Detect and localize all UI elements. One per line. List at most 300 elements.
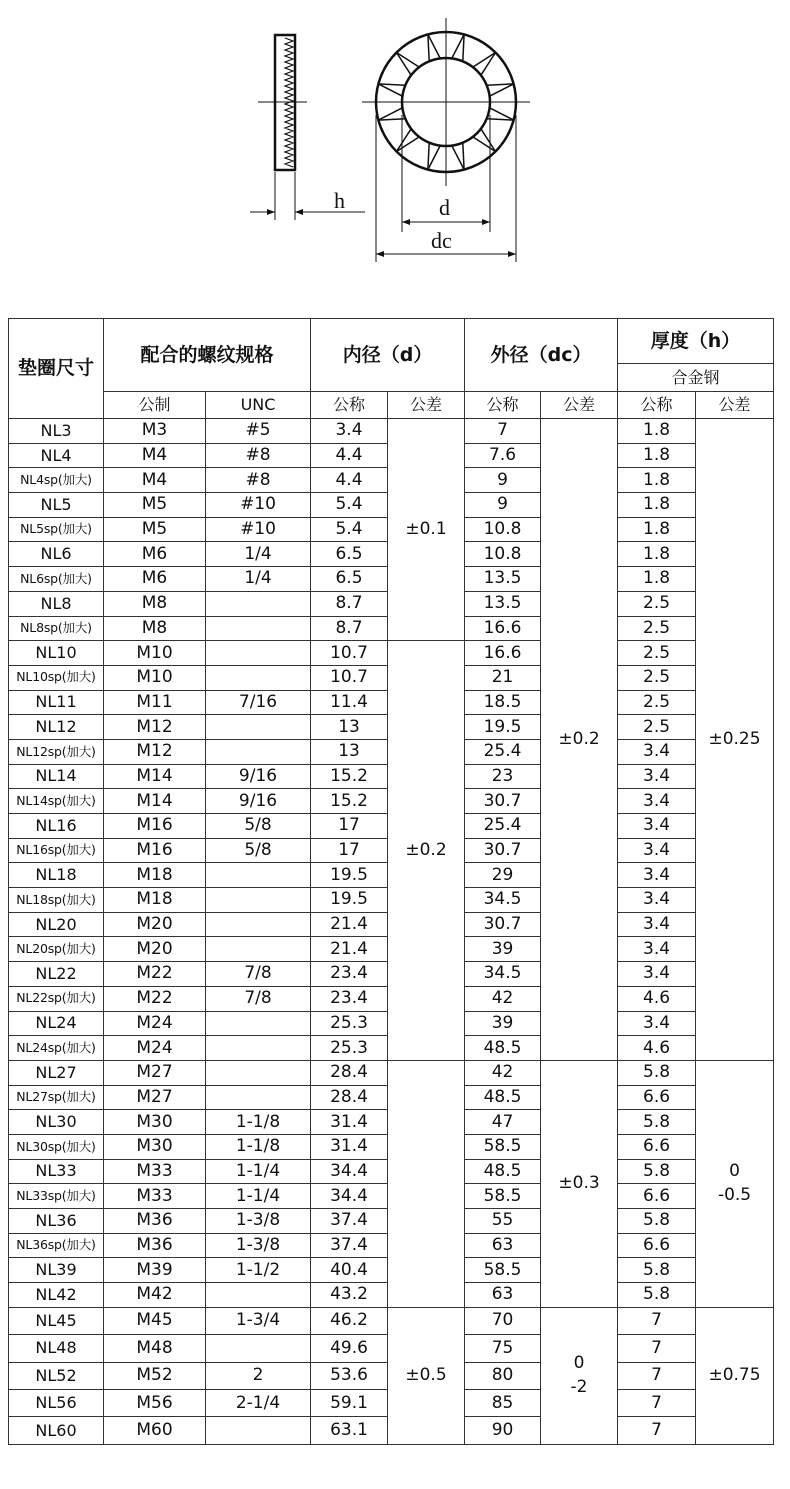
cell-size: NL4sp(加大): [9, 468, 104, 493]
cell-metric-thread: M27: [104, 1085, 206, 1110]
cell-unc-thread: [206, 1283, 311, 1308]
serration-tooth-edge: [487, 84, 514, 85]
cell-h-nominal: 3.4: [618, 789, 696, 814]
serration-tooth-edge: [452, 34, 464, 58]
washer-diagram: [0, 0, 790, 300]
cell-metric-thread: M4: [104, 468, 206, 493]
dim-h-label: h: [334, 188, 345, 213]
cell-d-nominal: 19.5: [311, 888, 388, 913]
cell-dc-nominal: 48.5: [465, 1159, 541, 1184]
cell-unc-thread: 1-1/2: [206, 1258, 311, 1283]
cell-unc-thread: 9/16: [206, 764, 311, 789]
cell-d-nominal: 10.7: [311, 665, 388, 690]
cell-metric-thread: M12: [104, 739, 206, 764]
cell-size: NL6sp(加大): [9, 567, 104, 592]
header-metric: 公制: [104, 392, 206, 419]
cell-d-nominal: 5.4: [311, 493, 388, 518]
cell-h-tolerance: [696, 419, 774, 1061]
cell-metric-thread: M12: [104, 715, 206, 740]
cell-dc-nominal: 42: [465, 986, 541, 1011]
header-h-tolerance: 公差: [696, 392, 774, 419]
cell-d-nominal: 21.4: [311, 912, 388, 937]
cell-unc-thread: 1-1/8: [206, 1134, 311, 1159]
cell-dc-nominal: 10.8: [465, 542, 541, 567]
header-thickness: 厚度（h）: [618, 319, 774, 364]
cell-size: NL11: [9, 690, 104, 715]
serration-tooth-edge: [473, 53, 496, 68]
cell-h-tolerance-line: -0.5: [717, 1184, 752, 1205]
cell-metric-thread: M16: [104, 838, 206, 863]
cell-dc-nominal: 19.5: [465, 715, 541, 740]
cell-dc-nominal: 7.6: [465, 443, 541, 468]
cell-metric-thread: M6: [104, 542, 206, 567]
cell-unc-thread: 9/16: [206, 789, 311, 814]
cell-d-nominal: 17: [311, 814, 388, 839]
cell-dc-tolerance: [541, 1060, 618, 1307]
cell-metric-thread: M30: [104, 1110, 206, 1135]
cell-size: NL33: [9, 1159, 104, 1184]
cell-metric-thread: M24: [104, 1036, 206, 1061]
cell-h-nominal: 1.8: [618, 419, 696, 444]
cell-metric-thread: M30: [104, 1134, 206, 1159]
serration-tooth-edge: [463, 34, 464, 61]
cell-unc-thread: #8: [206, 443, 311, 468]
header-dc-nominal: 公称: [465, 392, 541, 419]
cell-size: NL20sp(加大): [9, 937, 104, 962]
table-row: [9, 419, 774, 444]
cell-d-nominal: 19.5: [311, 863, 388, 888]
cell-d-nominal: 5.4: [311, 517, 388, 542]
cell-d-nominal: 6.5: [311, 542, 388, 567]
serration-tooth-edge: [473, 137, 496, 152]
cell-d-nominal: 4.4: [311, 443, 388, 468]
cell-d-nominal: 53.6: [311, 1362, 388, 1389]
serration-tooth-edge: [378, 108, 402, 120]
header-unc: UNC: [206, 392, 311, 419]
cell-dc-nominal: 75: [465, 1335, 541, 1362]
cell-dc-nominal: 16.6: [465, 641, 541, 666]
cell-unc-thread: [206, 1085, 311, 1110]
cell-h-nominal: 4.6: [618, 1036, 696, 1061]
cell-size: NL20: [9, 912, 104, 937]
cell-size: NL22: [9, 962, 104, 987]
cell-h-nominal: 3.4: [618, 838, 696, 863]
cell-metric-thread: M27: [104, 1060, 206, 1085]
cell-size: NL8: [9, 591, 104, 616]
cell-d-tolerance: [388, 1307, 465, 1444]
cell-unc-thread: [206, 1335, 311, 1362]
cell-metric-thread: M8: [104, 616, 206, 641]
cell-d-nominal: 63.1: [311, 1417, 388, 1444]
header-size: 垫圈尺寸: [9, 319, 104, 419]
dim-d-label: d: [439, 195, 450, 220]
cell-unc-thread: 7/8: [206, 962, 311, 987]
cell-h-nominal: 5.8: [618, 1209, 696, 1234]
cell-dc-nominal: 48.5: [465, 1036, 541, 1061]
cell-size: NL16: [9, 814, 104, 839]
cell-d-nominal: 17: [311, 838, 388, 863]
cell-h-nominal: 7: [618, 1389, 696, 1416]
cell-size: NL5sp(加大): [9, 517, 104, 542]
header-h-nominal: 公称: [618, 392, 696, 419]
cell-d-tolerance: [388, 1060, 465, 1307]
header-outer-diameter: 外径（dc）: [465, 319, 618, 392]
cell-size: NL33sp(加大): [9, 1184, 104, 1209]
cell-unc-thread: [206, 715, 311, 740]
cell-d-nominal: 59.1: [311, 1389, 388, 1416]
washer-spec-table: [8, 318, 774, 1445]
cell-size: NL5: [9, 493, 104, 518]
cell-size: NL16sp(加大): [9, 838, 104, 863]
cell-h-nominal: 3.4: [618, 814, 696, 839]
cell-d-nominal: 37.4: [311, 1209, 388, 1234]
cell-dc-tolerance: [541, 419, 618, 1061]
cell-unc-thread: #10: [206, 493, 311, 518]
cell-unc-thread: [206, 937, 311, 962]
cell-d-nominal: 15.2: [311, 764, 388, 789]
cell-metric-thread: M52: [104, 1362, 206, 1389]
cell-d-nominal: 8.7: [311, 616, 388, 641]
cell-dc-nominal: 47: [465, 1110, 541, 1135]
header-thread: 配合的螺纹规格: [104, 319, 311, 392]
cell-h-nominal: 3.4: [618, 764, 696, 789]
cell-size: NL12: [9, 715, 104, 740]
cell-metric-thread: M18: [104, 863, 206, 888]
cell-metric-thread: M14: [104, 764, 206, 789]
cell-unc-thread: 1-3/8: [206, 1233, 311, 1258]
cell-size: NL10sp(加大): [9, 665, 104, 690]
cell-metric-thread: M22: [104, 962, 206, 987]
cell-metric-thread: M56: [104, 1389, 206, 1416]
cell-size: NL24: [9, 1011, 104, 1036]
cell-h-nominal: 4.6: [618, 986, 696, 1011]
cell-d-nominal: 6.5: [311, 567, 388, 592]
cell-d-tolerance-line: ±0.5: [405, 1364, 447, 1385]
cell-dc-nominal: 48.5: [465, 1085, 541, 1110]
cell-h-nominal: 2.5: [618, 641, 696, 666]
cell-metric-thread: M36: [104, 1233, 206, 1258]
cell-size: NL48: [9, 1335, 104, 1362]
cell-metric-thread: M33: [104, 1159, 206, 1184]
cell-h-tolerance-line: 0: [729, 1161, 740, 1182]
cell-unc-thread: 1/4: [206, 567, 311, 592]
cell-unc-thread: [206, 1417, 311, 1444]
serration-tooth-edge: [481, 53, 496, 76]
cell-h-nominal: 1.8: [618, 468, 696, 493]
cell-dc-nominal: 9: [465, 493, 541, 518]
cell-h-nominal: 3.4: [618, 937, 696, 962]
cell-unc-thread: 2-1/4: [206, 1389, 311, 1416]
cell-dc-nominal: 90: [465, 1417, 541, 1444]
cell-metric-thread: M33: [104, 1184, 206, 1209]
cell-d-nominal: 31.4: [311, 1134, 388, 1159]
cell-h-nominal: 6.6: [618, 1233, 696, 1258]
cell-h-nominal: 7: [618, 1335, 696, 1362]
cell-size: NL6: [9, 542, 104, 567]
cell-d-nominal: 13: [311, 715, 388, 740]
cell-size: NL14sp(加大): [9, 789, 104, 814]
cell-size: NL39: [9, 1258, 104, 1283]
cell-h-tolerance-line: ±0.25: [708, 728, 761, 749]
cell-d-nominal: 11.4: [311, 690, 388, 715]
cell-size: NL4: [9, 443, 104, 468]
cell-d-tolerance: [388, 419, 465, 641]
cell-dc-nominal: 34.5: [465, 962, 541, 987]
cell-size: NL10: [9, 641, 104, 666]
cell-metric-thread: M6: [104, 567, 206, 592]
cell-dc-nominal: 13.5: [465, 567, 541, 592]
cell-dc-nominal: 18.5: [465, 690, 541, 715]
cell-size: NL27: [9, 1060, 104, 1085]
cell-size: NL52: [9, 1362, 104, 1389]
serration-tooth-edge: [397, 129, 412, 152]
cell-h-nominal: 1.8: [618, 517, 696, 542]
serration-tooth-edge: [378, 84, 405, 85]
cell-h-nominal: 2.5: [618, 591, 696, 616]
cell-h-nominal: 7: [618, 1307, 696, 1334]
cell-dc-nominal: 21: [465, 665, 541, 690]
serration-tooth-edge: [487, 119, 514, 120]
cell-metric-thread: M4: [104, 443, 206, 468]
cell-d-nominal: 10.7: [311, 641, 388, 666]
cell-size: NL45: [9, 1307, 104, 1334]
cell-h-nominal: 7: [618, 1417, 696, 1444]
cell-h-nominal: 5.8: [618, 1258, 696, 1283]
cell-metric-thread: M14: [104, 789, 206, 814]
table-row: [9, 1060, 774, 1085]
cell-unc-thread: [206, 888, 311, 913]
cell-dc-nominal: 25.4: [465, 739, 541, 764]
cell-metric-thread: M5: [104, 493, 206, 518]
header-material: 合金钢: [618, 364, 774, 392]
serration-tooth-edge: [397, 53, 420, 68]
cell-size: NL42: [9, 1283, 104, 1308]
serration-tooth-edge: [452, 146, 464, 170]
cell-d-nominal: 23.4: [311, 986, 388, 1011]
header-d-nominal: 公称: [311, 392, 388, 419]
cell-metric-thread: M20: [104, 937, 206, 962]
cell-h-nominal: 3.4: [618, 962, 696, 987]
cell-size: NL36sp(加大): [9, 1233, 104, 1258]
cell-h-nominal: 6.6: [618, 1085, 696, 1110]
cell-unc-thread: [206, 616, 311, 641]
cell-dc-nominal: 25.4: [465, 814, 541, 839]
cell-d-nominal: 25.3: [311, 1036, 388, 1061]
cell-size: NL3: [9, 419, 104, 444]
serration-tooth-edge: [481, 129, 496, 152]
cell-d-nominal: 43.2: [311, 1283, 388, 1308]
cell-dc-nominal: 16.6: [465, 616, 541, 641]
cell-dc-nominal: 39: [465, 1011, 541, 1036]
cell-metric-thread: M24: [104, 1011, 206, 1036]
serration-tooth-edge: [490, 108, 514, 120]
cell-h-nominal: 5.8: [618, 1060, 696, 1085]
cell-dc-nominal: 55: [465, 1209, 541, 1234]
cell-d-nominal: 37.4: [311, 1233, 388, 1258]
front-view: [362, 18, 530, 262]
cell-dc-tolerance-line: 0: [573, 1352, 585, 1373]
cell-h-nominal: 7: [618, 1362, 696, 1389]
serration-tooth-edge: [397, 137, 420, 152]
cell-size: NL30: [9, 1110, 104, 1135]
cell-d-nominal: 34.4: [311, 1184, 388, 1209]
cell-dc-nominal: 58.5: [465, 1184, 541, 1209]
cell-dc-nominal: 85: [465, 1389, 541, 1416]
cell-h-nominal: 1.8: [618, 443, 696, 468]
cell-unc-thread: [206, 591, 311, 616]
cell-metric-thread: M36: [104, 1209, 206, 1234]
cell-metric-thread: M8: [104, 591, 206, 616]
cell-h-nominal: 6.6: [618, 1134, 696, 1159]
cell-unc-thread: [206, 912, 311, 937]
cell-dc-tolerance-line: ±0.2: [558, 728, 600, 749]
cell-d-nominal: 34.4: [311, 1159, 388, 1184]
cell-d-nominal: 3.4: [311, 419, 388, 444]
cell-metric-thread: M42: [104, 1283, 206, 1308]
serration-tooth-edge: [428, 143, 429, 170]
cell-metric-thread: M60: [104, 1417, 206, 1444]
cell-metric-thread: M16: [104, 814, 206, 839]
cell-d-nominal: 40.4: [311, 1258, 388, 1283]
cell-h-nominal: 3.4: [618, 888, 696, 913]
cell-h-tolerance: [696, 1307, 774, 1444]
cell-h-nominal: 1.8: [618, 567, 696, 592]
serration-tooth-edge: [378, 119, 405, 120]
cell-dc-nominal: 29: [465, 863, 541, 888]
cell-dc-nominal: 80: [465, 1362, 541, 1389]
cell-unc-thread: [206, 863, 311, 888]
cell-unc-thread: 1-3/4: [206, 1307, 311, 1334]
cell-metric-thread: M39: [104, 1258, 206, 1283]
serration-tooth-edge: [378, 84, 402, 96]
cell-h-nominal: 3.4: [618, 1011, 696, 1036]
cell-unc-thread: 1/4: [206, 542, 311, 567]
cell-unc-thread: 5/8: [206, 814, 311, 839]
cell-h-tolerance-line: ±0.75: [708, 1364, 761, 1385]
cell-unc-thread: 1-1/8: [206, 1110, 311, 1135]
cell-size: NL22sp(加大): [9, 986, 104, 1011]
serration-tooth-edge: [397, 53, 412, 76]
serration-tooth-edge: [490, 84, 514, 96]
dim-dc-label: dc: [431, 228, 452, 253]
cell-size: NL18sp(加大): [9, 888, 104, 913]
cell-h-nominal: 5.8: [618, 1283, 696, 1308]
cell-metric-thread: M10: [104, 665, 206, 690]
header-dc-tolerance: 公差: [541, 392, 618, 419]
cell-unc-thread: [206, 739, 311, 764]
cell-size: NL14: [9, 764, 104, 789]
cell-dc-nominal: 10.8: [465, 517, 541, 542]
cell-dc-nominal: 9: [465, 468, 541, 493]
cell-metric-thread: M22: [104, 986, 206, 1011]
cell-metric-thread: M48: [104, 1335, 206, 1362]
cell-dc-tolerance-line: ±0.3: [558, 1172, 600, 1193]
cell-size: NL18: [9, 863, 104, 888]
cell-size: NL36: [9, 1209, 104, 1234]
cell-d-tolerance-line: ±0.2: [405, 839, 447, 860]
cell-d-nominal: 28.4: [311, 1060, 388, 1085]
cell-unc-thread: 1-3/8: [206, 1209, 311, 1234]
cell-size: NL27sp(加大): [9, 1085, 104, 1110]
cell-metric-thread: M10: [104, 641, 206, 666]
cell-dc-nominal: 58.5: [465, 1134, 541, 1159]
cell-unc-thread: 5/8: [206, 838, 311, 863]
cell-d-nominal: 49.6: [311, 1335, 388, 1362]
cell-unc-thread: 2: [206, 1362, 311, 1389]
cell-d-tolerance-line: ±0.1: [405, 518, 447, 539]
cell-h-nominal: 5.8: [618, 1159, 696, 1184]
cell-dc-tolerance-line: -2: [570, 1376, 588, 1397]
cell-h-nominal: 1.8: [618, 542, 696, 567]
table-row: [9, 1307, 774, 1334]
cell-dc-tolerance: [541, 1307, 618, 1444]
cell-d-nominal: 28.4: [311, 1085, 388, 1110]
cell-metric-thread: M3: [104, 419, 206, 444]
cell-unc-thread: [206, 1036, 311, 1061]
cell-dc-nominal: 63: [465, 1233, 541, 1258]
cell-unc-thread: #8: [206, 468, 311, 493]
cell-unc-thread: 1-1/4: [206, 1159, 311, 1184]
cell-unc-thread: #5: [206, 419, 311, 444]
cell-dc-nominal: 70: [465, 1307, 541, 1334]
cell-dc-nominal: 30.7: [465, 789, 541, 814]
serration-tooth-edge: [463, 143, 464, 170]
cell-unc-thread: [206, 641, 311, 666]
cell-size: NL56: [9, 1389, 104, 1416]
serration-tooth-edge: [428, 34, 440, 58]
header-d-tolerance: 公差: [388, 392, 465, 419]
cell-size: NL24sp(加大): [9, 1036, 104, 1061]
cell-d-nominal: 21.4: [311, 937, 388, 962]
cell-metric-thread: M18: [104, 888, 206, 913]
header-inner-diameter: 内径（d）: [311, 319, 465, 392]
table-row: [9, 641, 774, 666]
cell-d-nominal: 46.2: [311, 1307, 388, 1334]
cell-dc-nominal: 7: [465, 419, 541, 444]
cell-h-nominal: 6.6: [618, 1184, 696, 1209]
cell-unc-thread: 7/8: [206, 986, 311, 1011]
cell-d-nominal: 31.4: [311, 1110, 388, 1135]
cell-h-tolerance: [696, 1060, 774, 1307]
cell-metric-thread: M5: [104, 517, 206, 542]
cell-h-nominal: 2.5: [618, 616, 696, 641]
side-view: [250, 35, 365, 220]
cell-metric-thread: M45: [104, 1307, 206, 1334]
cell-d-tolerance: [388, 641, 465, 1061]
cell-d-nominal: 8.7: [311, 591, 388, 616]
cell-h-nominal: 2.5: [618, 665, 696, 690]
cell-size: NL12sp(加大): [9, 739, 104, 764]
cell-dc-nominal: 42: [465, 1060, 541, 1085]
cell-dc-nominal: 63: [465, 1283, 541, 1308]
cell-d-nominal: 25.3: [311, 1011, 388, 1036]
cell-dc-nominal: 58.5: [465, 1258, 541, 1283]
cell-unc-thread: 1-1/4: [206, 1184, 311, 1209]
cell-unc-thread: [206, 665, 311, 690]
cell-dc-nominal: 34.5: [465, 888, 541, 913]
cell-unc-thread: 7/16: [206, 690, 311, 715]
cell-h-nominal: 1.8: [618, 493, 696, 518]
cell-size: NL8sp(加大): [9, 616, 104, 641]
cell-h-nominal: 3.4: [618, 739, 696, 764]
cell-unc-thread: [206, 1011, 311, 1036]
serration-tooth-edge: [428, 146, 440, 170]
cell-h-nominal: 2.5: [618, 715, 696, 740]
cell-dc-nominal: 23: [465, 764, 541, 789]
cell-size: NL30sp(加大): [9, 1134, 104, 1159]
cell-d-nominal: 23.4: [311, 962, 388, 987]
serration-tooth-edge: [428, 34, 429, 61]
